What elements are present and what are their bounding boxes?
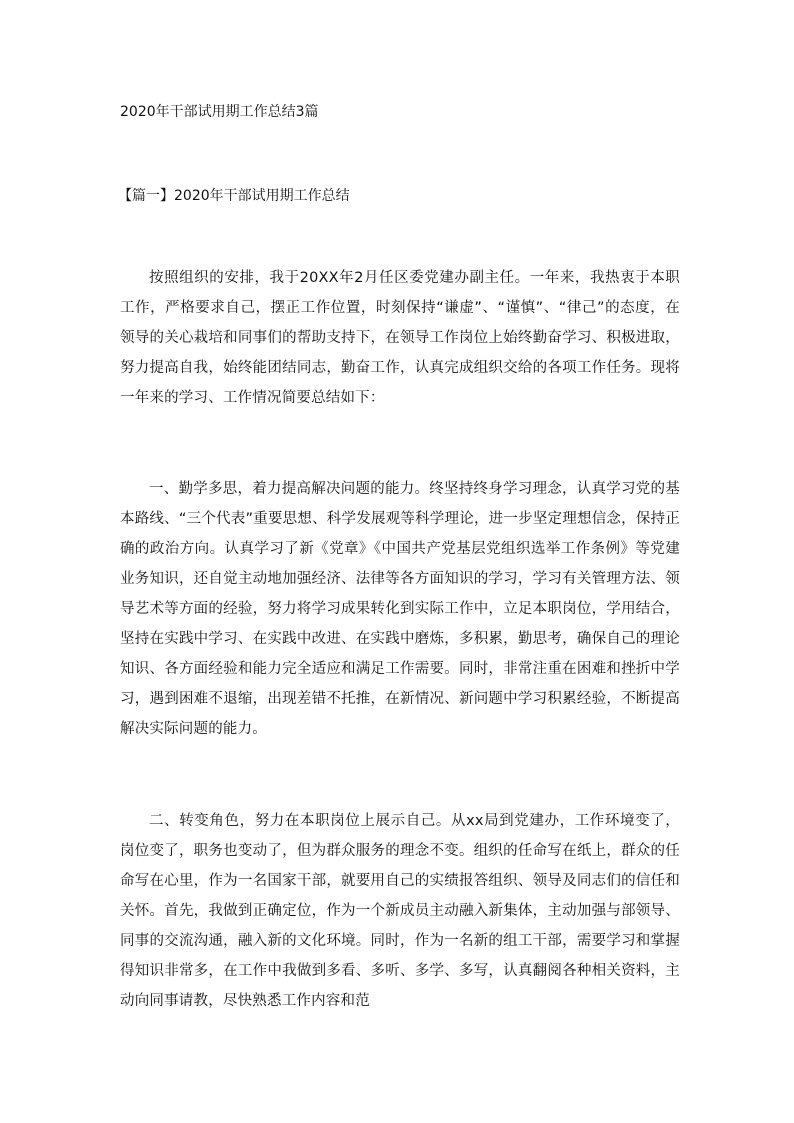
document-title: 2020年干部试用期工作总结3篇 (120, 104, 319, 120)
paragraph-study: 一、勤学多思，着力提高解决问题的能力。终坚持终身学习理念，认真学习党的基本路线、“三个代表”重要思想、科学发展观等科学理论，进一步坚定理想信念，保持正确的政治方向。认真学习了新《党章》《中国共产党基层党组织选举工作条例》等党建业务知识，还自觉主动地加强经济、法律等各方面知识的学习，学习有关管理方法、领导艺术等方面的经验，努力将学习成果转化到实际工作中，立足本职岗位，学用结合，坚持在实践中学习、在实践中改进、在实践中磨炼，多积累，勤思考，确保自己的理论知识、各方面经验和能力完全适应和满足工作需要。同时，非常注重在困难和挫折中学习，遇到困难不退缩，出现差错不托推，在新情况、新问题中学习积累经验，不断提高解决实际问题的能力。 (120, 481, 680, 737)
paragraph-role-change: 二、转变角色，努力在本职岗位上展示自己。从xx局到党建办，工作环境变了，岗位变了，职务也变动了，但为群众服务的理念不变。组织的任命写在纸上，群众的任命写在心里，作为一名国家干部，就要用自己的实绩报答组织、领导及同志们的信任和关怀。首先，我做到正确定位，作为一个新成员主动融入新集体，主动加强与部领导、同事的交流沟通，融入新的文化环境。同时，作为一名新的组工干部，需要学习和掌握得知识非常多，在工作中我做到多看、多听、多学、多写，认真翻阅各种相关资料，主动向同事请教，尽快熟悉工作内容和范 (120, 813, 680, 1009)
section-heading: 【篇一】2020年干部试用期工作总结 (118, 188, 350, 204)
paragraph-intro: 按照组织的安排，我于20XX年2月任区委党建办副主任。一年来，我热衷于本职工作，严格要求自己，摆正工作位置，时刻保持“谦虚”、“谨慎”、“律己”的态度，在领导的关心栽培和同事们的帮助支持下，在领导工作岗位上始终勤奋学习、积极进取，努力提高自我，始终能团结同志，勤奋工作，认真完成组织交给的各项工作任务。现将一年来的学习、工作情况简要总结如下： (120, 270, 680, 406)
